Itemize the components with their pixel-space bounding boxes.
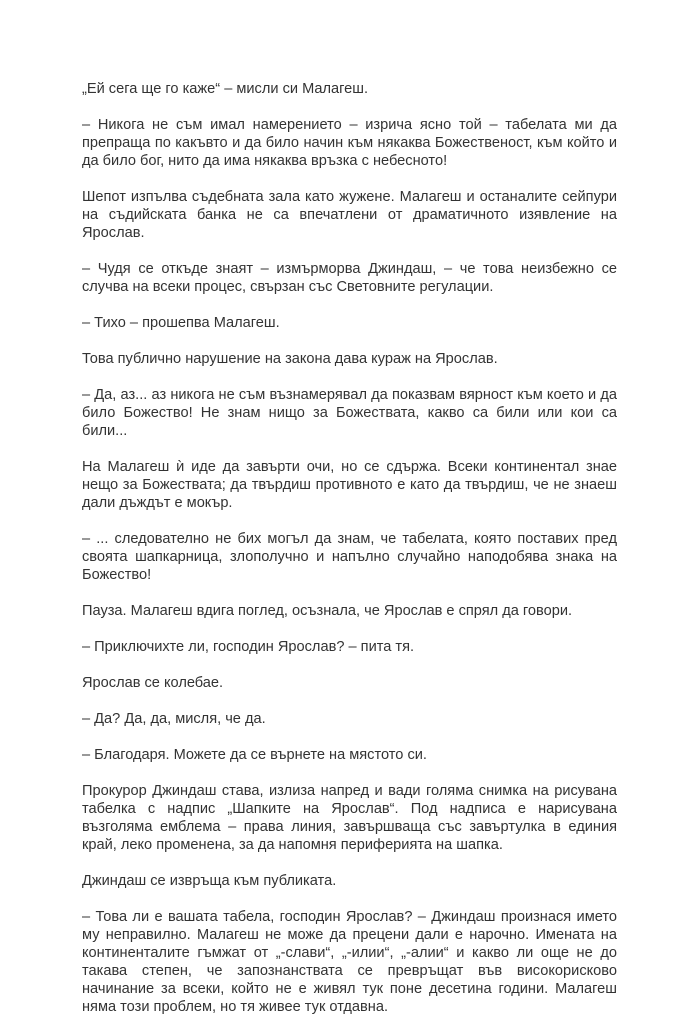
paragraph-4: – Чудя се откъде знаят – измърморва Джиндаш, – че това неизбежно се случва на всеки процес, свързан със Световните регулации. — [82, 261, 617, 295]
paragraph-15: Прокурор Джиндаш става, излиза напред и вади голяма снимка на рисувана табелка с надпис „Шапките на Ярослав“. Под надписа е нарисувана възголяма емблема – права линия, завършваща със завъртулка в единия край, леко променена, за да напомня периферията на шапка. — [82, 783, 617, 853]
paragraph-7: – Да, аз... аз никога не съм възнамерявал да показвам вярност към което и да било Божество! Не знам нищо за Божествата, какво са били или кои са били... — [82, 387, 617, 439]
document-body — [82, 80, 617, 1034]
paragraph-16: Джиндаш се извръща към публиката. — [82, 873, 337, 889]
paragraph-13: – Да? Да, да, мисля, че да. — [82, 711, 266, 727]
paragraph-6: Това публично нарушение на закона дава кураж на Ярослав. — [82, 351, 498, 367]
paragraph-8: На Малагеш ѝ иде да завърти очи, но се сдържа. Всеки континентал знае нещо за Божествата; да твърдиш противното е като да твърдиш, че не знаеш дали дъждът е мокър. — [82, 459, 617, 511]
paragraph-17: – Това ли е вашата табела, господин Ярослав? – Джиндаш произнася името му неправилно. Малагеш не може да прецени дали е нарочно. Имената на континенталите гъмжат от „-слави“, „-илии“, „-алии“ и какво ли още не до такава степен, че запознанствата се превръщат във високорисково начинание за всеки, който не е живял тук поне десетина години. Малагеш няма този проблем, но тя живее тук отдавна. — [82, 909, 617, 1015]
paragraph-9: – ... следователно не бих могъл да знам, че табелата, която поставих пред своята шапкарница, злополучно и напълно случайно наподобява знака на Божество! — [82, 531, 617, 583]
paragraph-1: „Ей сега ще го каже“ – мисли си Малагеш. — [82, 81, 369, 97]
paragraph-14: – Благодаря. Можете да се върнете на мястото си. — [82, 747, 427, 763]
paragraph-10: Пауза. Малагеш вдига поглед, осъзнала, че Ярослав е спрял да говори. — [82, 603, 573, 619]
paragraph-2: – Никога не съм имал намерението – изрича ясно той – табелата ми да препраща по какъвто и да било начин към някаква Божественост, към който и да било бог, нито да има някаква връзка с небесното! — [82, 117, 617, 169]
paragraph-12: Ярослав се колебае. — [82, 675, 224, 691]
paragraph-5: – Тихо – прошепва Малагеш. — [82, 315, 280, 331]
paragraph-11: – Приключихте ли, господин Ярослав? – пита тя. — [82, 639, 415, 655]
paragraph-3: Шепот изпълва съдебната зала като жужене. Малагеш и останалите сейпури на съдийската банка не са впечатлени от драматичното изявление на Ярослав. — [82, 189, 617, 241]
